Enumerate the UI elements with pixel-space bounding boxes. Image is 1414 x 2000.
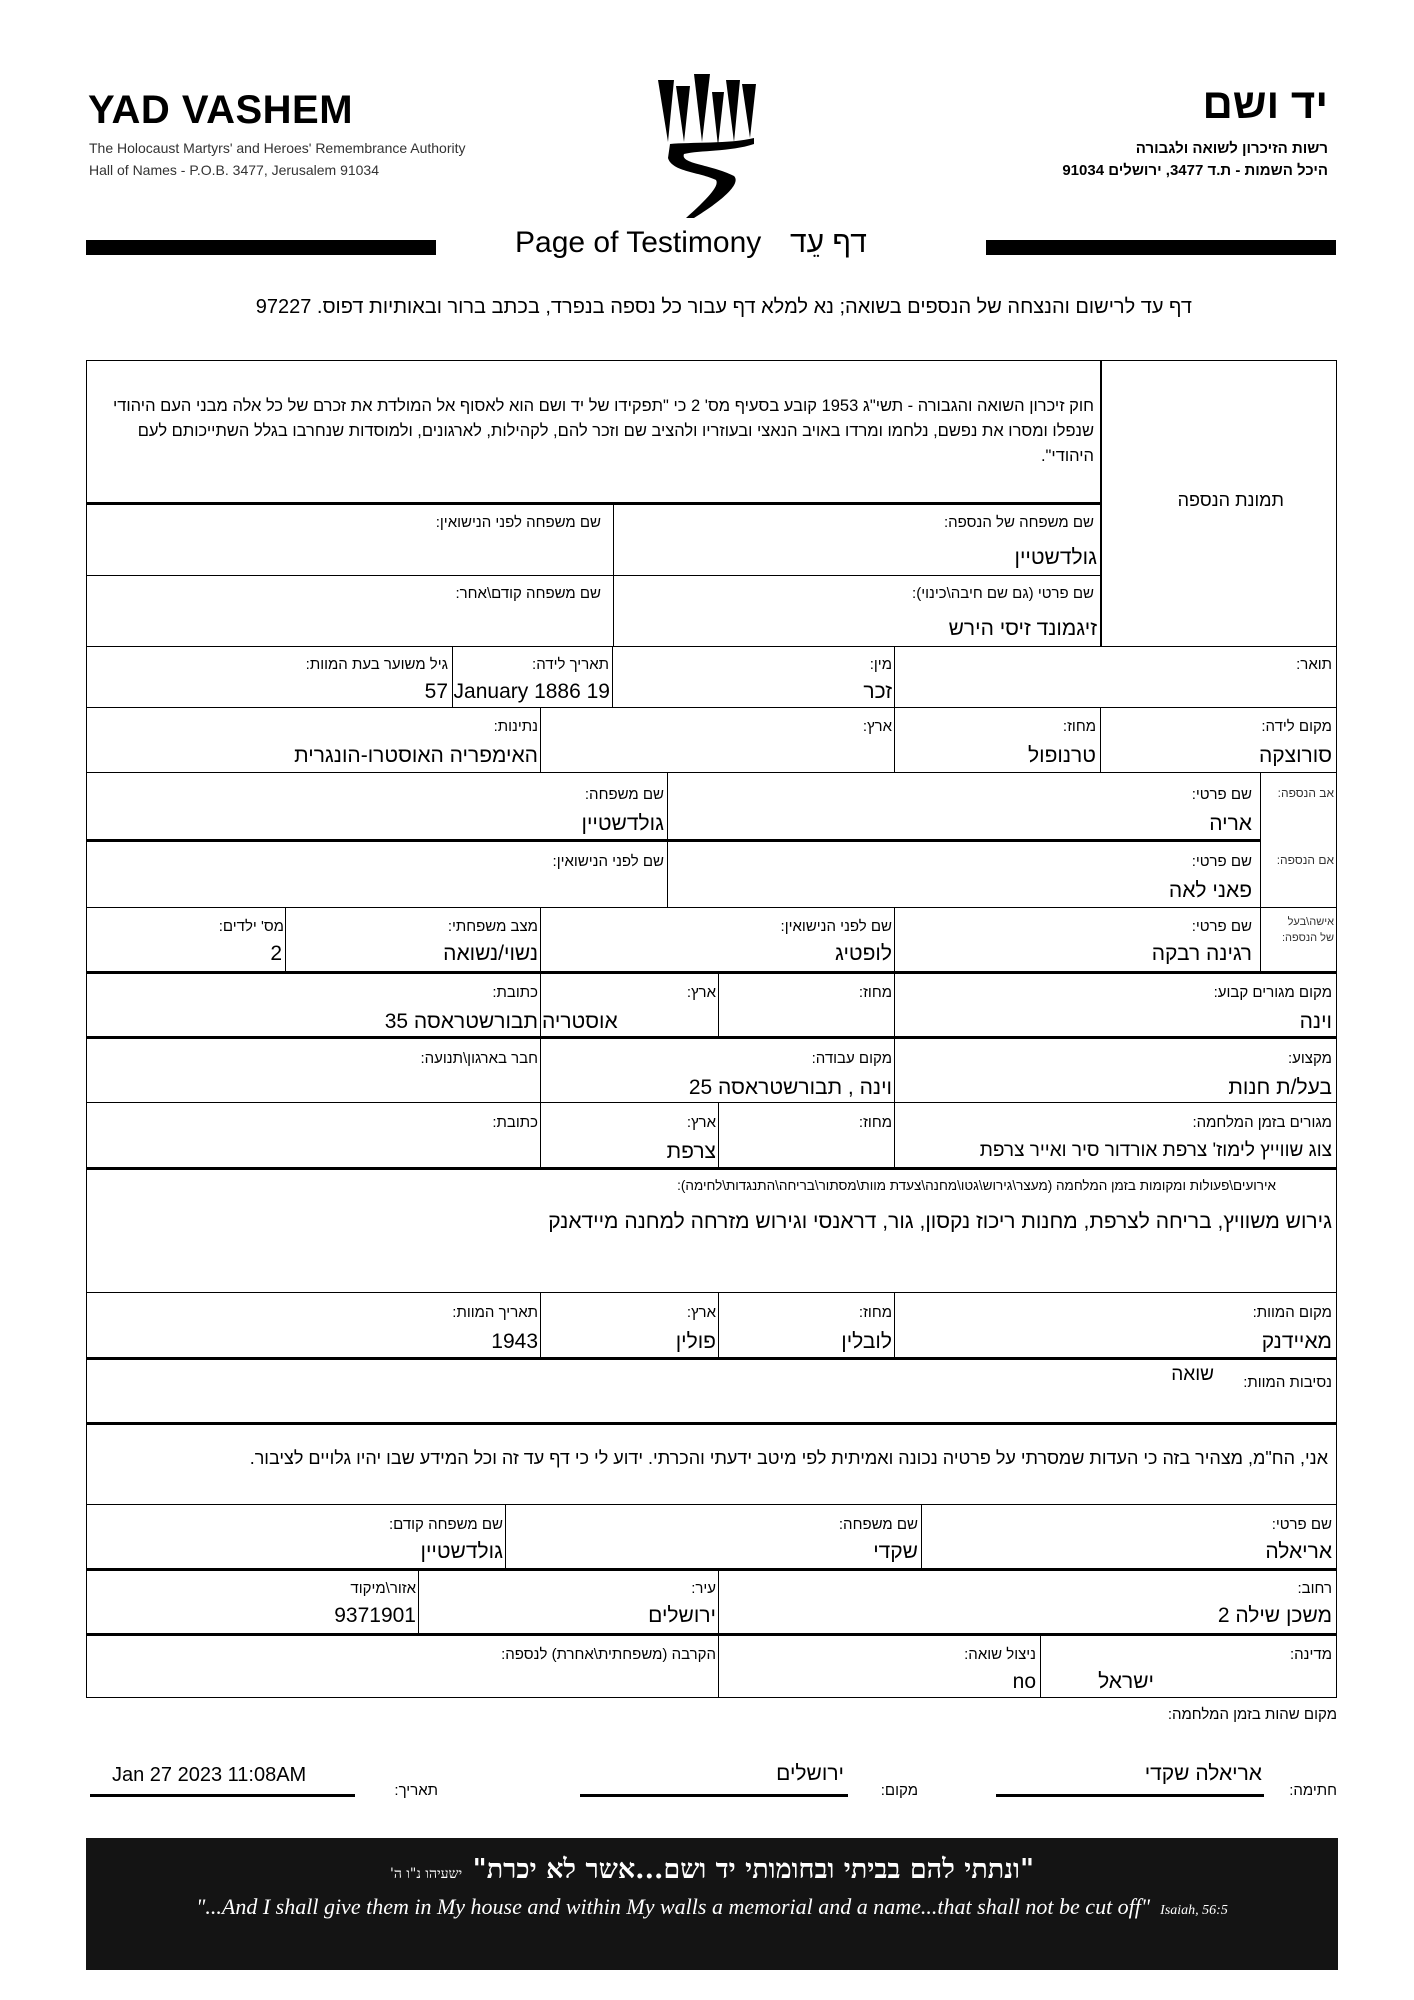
spouse-side-label-2: של הנספה:	[1281, 932, 1334, 944]
divider	[718, 974, 719, 1036]
photo-label: תמונת הנספה	[1177, 490, 1284, 510]
victim-birth-place-field[interactable]: סורוצקה	[1258, 744, 1332, 767]
submitter-city-label: עיר:	[691, 1580, 716, 1597]
victim-nationality-label: נתינות:	[493, 718, 538, 735]
victim-maiden-name-label: שם משפחה לפני הנישואין:	[435, 514, 601, 531]
victim-last-name-field[interactable]: גולדשטיין	[1014, 546, 1097, 569]
death-country-field[interactable]: פולין	[675, 1330, 716, 1353]
divider	[86, 1568, 1337, 1571]
father-side-label: אב הנספה:	[1277, 786, 1334, 800]
victim-birth-district-field[interactable]: טרנופול	[1028, 744, 1096, 767]
spouse-first-name-label: שם פרטי:	[1191, 918, 1252, 935]
divider	[540, 1293, 541, 1357]
place-label: מקום:	[880, 1782, 918, 1799]
children-count-label: מס' ילדים:	[218, 918, 284, 935]
divider	[894, 974, 895, 1036]
wartime-country-label: ארץ:	[686, 1114, 716, 1131]
mother-maiden-name-label: שם לפני הנישואין:	[552, 853, 664, 870]
relation-label: הקרבה (משפחתית\אחרת) לנספה:	[501, 1646, 716, 1663]
death-place-field[interactable]: מאיידנק	[1261, 1330, 1332, 1353]
signature-underline	[996, 1794, 1264, 1797]
divider	[86, 971, 1337, 974]
submitter-last-name-label: שם משפחה:	[838, 1516, 918, 1533]
submitter-country-label: מדינה:	[1289, 1646, 1332, 1663]
wartime-country-field[interactable]: צרפת	[666, 1140, 716, 1163]
workplace-label: מקום עבודה:	[811, 1050, 892, 1067]
page-title-he: דף עֵד	[790, 226, 867, 259]
footer-ref-en: Isaiah, 56:5	[1160, 1903, 1228, 1918]
submitter-zip-field[interactable]: 9371901	[334, 1604, 416, 1627]
victim-birth-date-label: תאריך לידה:	[532, 656, 609, 673]
wartime-address-label: כתובת:	[492, 1114, 538, 1131]
father-last-name-field[interactable]: גולדשטיין	[581, 812, 664, 835]
org-address-en: Hall of Names - P.O.B. 3477, Jerusalem 91034	[89, 162, 380, 178]
divider	[418, 1571, 419, 1633]
divider	[894, 1103, 895, 1167]
divider	[540, 708, 541, 772]
title-bar-right	[986, 240, 1336, 255]
divider	[86, 772, 1337, 773]
death-country-label: ארץ:	[686, 1304, 716, 1321]
wartime-district-label: מחוז:	[858, 1114, 892, 1131]
footer-quote-en-row	[86, 1894, 1338, 1920]
divider	[86, 1036, 1337, 1039]
residence-country-label: ארץ:	[686, 984, 716, 1001]
divider	[540, 974, 541, 1036]
footer-quote-he-row	[86, 1854, 1338, 1885]
profession-label: מקצוע:	[1288, 1050, 1332, 1067]
victim-birth-date-field[interactable]: January 1886 19	[453, 680, 610, 703]
photo-placeholder[interactable]	[1102, 360, 1336, 646]
divider	[86, 1633, 1337, 1636]
divider	[1260, 908, 1261, 972]
residence-place-label: מקום מגורים קבוע:	[1213, 984, 1332, 1001]
victim-nationality-field[interactable]: האימפריה האוסטרו-הונגרית	[294, 744, 538, 767]
victim-first-name-field[interactable]: זיגמונד זיסי הירש	[948, 617, 1097, 640]
death-date-field[interactable]: 1943	[491, 1330, 538, 1353]
submitter-prev-last-name-field[interactable]: גולדשטיין	[420, 1540, 503, 1563]
divider	[86, 1102, 1337, 1103]
date-underline	[90, 1794, 355, 1797]
death-place-label: מקום המוות:	[1252, 1304, 1332, 1321]
victim-gender-field[interactable]: זכר	[863, 680, 892, 703]
signature-label: חתימה:	[1289, 1782, 1337, 1799]
survivor-label: ניצול שואה:	[964, 1646, 1036, 1663]
submitter-last-name-field[interactable]: שקדי	[873, 1540, 918, 1563]
org-name-he: יד ושם	[1202, 80, 1328, 127]
org-name-en: YAD VASHEM	[88, 88, 354, 132]
wartime-stay-label: מקום שהות בזמן המלחמה:	[1167, 1706, 1337, 1723]
divider	[921, 1505, 922, 1568]
spouse-maiden-name-field[interactable]: לופטיג	[834, 942, 892, 965]
title-bar-left	[86, 240, 436, 255]
divider	[894, 708, 895, 772]
spouse-maiden-name-label: שם לפני הנישואין:	[780, 918, 892, 935]
victim-title-label: תואר:	[1296, 656, 1332, 673]
divider	[86, 646, 1337, 647]
death-district-field[interactable]: לובלין	[841, 1330, 892, 1353]
org-subtitle-he: רשות הזיכרון לשואה ולגבורה	[1135, 140, 1328, 157]
victim-age-field[interactable]: 57	[424, 680, 448, 703]
page-title-en: Page of Testimony	[515, 226, 762, 259]
divider	[86, 707, 1337, 708]
divider	[718, 1103, 719, 1167]
divider	[86, 1167, 1337, 1170]
residence-district-label: מחוז:	[858, 984, 892, 1001]
submitter-city-field[interactable]: ירושלים	[648, 1604, 716, 1627]
submitter-zip-label: אזור\מיקוד	[350, 1580, 416, 1597]
spouse-first-name-field[interactable]: רגינה רבקה	[1151, 942, 1252, 965]
divider	[540, 1039, 541, 1102]
divider	[1100, 708, 1101, 772]
children-count-field[interactable]: 2	[270, 942, 282, 965]
victim-birth-district-label: מחוז:	[1062, 718, 1096, 735]
divider	[86, 502, 1102, 505]
footer-quote-en: "...And I shall give them in My house and within My walls a memorial and a name...that shall not be cut off"	[196, 1894, 1151, 1919]
mother-first-name-label: שם פרטי:	[1191, 853, 1252, 870]
divider	[540, 1103, 541, 1167]
divider	[718, 1636, 719, 1698]
declaration-text: אני, הח"מ, מצהיר בזה כי העדות שמסרתי על פרטיה נכונה ואמיתית לפי מיטב ידעתי והכרתי. ידוע לי כי דף עד זה וכל המידע שבו יהיו גלויים לציבור.	[249, 1448, 1328, 1468]
submitter-first-name-label: שם פרטי:	[1271, 1516, 1332, 1533]
divider	[285, 908, 286, 972]
survivor-field[interactable]: no	[1012, 1670, 1036, 1693]
divider	[894, 908, 895, 972]
yad-vashem-menorah-logo-icon	[650, 72, 760, 222]
submitter-street-label: רחוב:	[1297, 1580, 1332, 1597]
residence-address-field[interactable]: תבורשטראסה 35	[384, 1010, 538, 1033]
divider	[540, 908, 541, 972]
divider	[894, 1293, 895, 1357]
divider	[86, 1504, 1337, 1505]
death-district-label: מחוז:	[858, 1304, 892, 1321]
place-underline	[580, 1794, 848, 1797]
divider	[86, 839, 1260, 842]
victim-birth-country-label: ארץ:	[862, 718, 892, 735]
spouse-side-label-1: אישה\בעל	[1287, 916, 1334, 928]
divider	[86, 575, 1102, 576]
residence-address-label: כתובת:	[492, 984, 538, 1001]
marital-status-field[interactable]: נשוי/נשואה	[443, 942, 538, 965]
signature-field[interactable]: אריאלה שקדי	[1144, 1762, 1262, 1785]
victim-age-label: גיל משוער בעת המוות:	[305, 656, 448, 673]
victim-prev-last-name-label: שם משפחה קודם\אחר:	[455, 585, 601, 602]
org-subtitle-en: The Holocaust Martyrs' and Heroes' Remembrance Authority	[89, 140, 466, 156]
divider	[612, 647, 613, 707]
wartime-events-label: אירועים\פעולות ומקומות בזמן המלחמה (מעצר\גירוש\גטו\מחנה\צעדת מוות\מסתור\בריחה\התנגדות\לחימה):	[677, 1178, 1276, 1193]
father-first-name-field[interactable]: אריה	[1209, 812, 1252, 835]
mother-side-label: אם הנספה:	[1276, 853, 1334, 867]
wartime-place-label: מגורים בזמן המלחמה:	[1192, 1114, 1332, 1131]
organization-member-label: חבר בארגון\תנועה:	[420, 1050, 538, 1067]
residence-place-field[interactable]: וינה	[1299, 1010, 1332, 1033]
death-circumstances-field[interactable]: שואה	[1171, 1364, 1214, 1385]
victim-first-name-label: שם פרטי (גם שם חיבה\כינוי):	[912, 585, 1094, 602]
divider	[86, 907, 1337, 908]
profession-field[interactable]: בעל/ת חנות	[1228, 1076, 1332, 1099]
submitter-street-field[interactable]: משכן שילה 2	[1217, 1604, 1332, 1627]
death-date-label: תאריך המוות:	[452, 1304, 538, 1321]
submitter-prev-last-name-label: שם משפחה קודם:	[388, 1516, 503, 1533]
footer-ref-he: ישעיהו נ"ו ה'	[389, 1866, 463, 1882]
divider	[86, 1422, 1337, 1425]
wartime-place-field[interactable]: צוג שווייץ לימוז' צרפת אורדור סיר ואייר צרפת	[979, 1140, 1332, 1161]
divider	[1260, 773, 1261, 907]
marital-status-label: מצב משפחתי:	[447, 918, 538, 935]
wartime-events-field[interactable]: גירוש משוויץ, בריחה לצרפת, מחנות ריכוז נקסון, גור, דראנסי וגירוש מזרחה למחנה מיידאנק	[548, 1210, 1332, 1233]
workplace-field[interactable]: וינה , תבורשטראסה 25	[688, 1076, 892, 1099]
divider	[894, 1039, 895, 1102]
date-field[interactable]: Jan 27 2023 11:08AM	[112, 1764, 307, 1786]
divider	[894, 647, 895, 707]
divider	[86, 1292, 1337, 1293]
instructions-text: דף עד לרישום והנצחה של הנספים בשואה; נא למלא דף עבור כל נספה בנפרד, בכתב ברור ובאותיות דפוס. 97227	[255, 296, 1192, 318]
victim-gender-label: מין:	[869, 656, 892, 673]
divider	[1040, 1636, 1041, 1698]
submitter-country-field[interactable]: ישראל	[1098, 1670, 1154, 1693]
divider	[86, 1357, 1337, 1360]
law-text: חוק זיכרון השואה והגבורה - תשי"ג 1953 קובע בסעיף מס' 2 כי "תפקידו של יד ושם הוא לאסוף אל המולדת את זכרם של כל אלה מבני העם היהודי שנפלו ומסרו את נפשם, נלחמו ומרדו באויב הנאצי ובעוזריו ולהציב שם וזכר להם, לקהילות, לארגונים, ולמוסדות שנחרבו בגלל השתייכותם לעם היהודי".	[112, 397, 1094, 465]
father-first-name-label: שם פרטי:	[1191, 786, 1252, 803]
divider	[718, 1293, 719, 1357]
victim-birth-place-label: מקום לידה:	[1261, 718, 1332, 735]
victim-last-name-label: שם משפחה של הנספה:	[943, 514, 1094, 531]
org-address-he: היכל השמות - ת.ד 3477, ירושלים 91034	[1062, 162, 1328, 179]
divider	[718, 1571, 719, 1633]
residence-country-field[interactable]: אוסטריה	[542, 1010, 618, 1033]
footer-quote-banner	[86, 1838, 1338, 1970]
divider	[505, 1505, 506, 1568]
mother-first-name-field[interactable]: פאני לאה	[1168, 879, 1252, 902]
submitter-first-name-field[interactable]: אריאלה	[1265, 1540, 1332, 1563]
death-circumstances-label: נסיבות המוות:	[1243, 1374, 1332, 1391]
date-label: תאריך:	[394, 1782, 438, 1799]
father-last-name-label: שם משפחה:	[584, 786, 664, 803]
place-field[interactable]: ירושלים	[776, 1762, 844, 1785]
footer-quote-he: "ונתתי להם בביתי ובחומותי יד ושם...אשר לא יכרת"	[472, 1854, 1035, 1885]
